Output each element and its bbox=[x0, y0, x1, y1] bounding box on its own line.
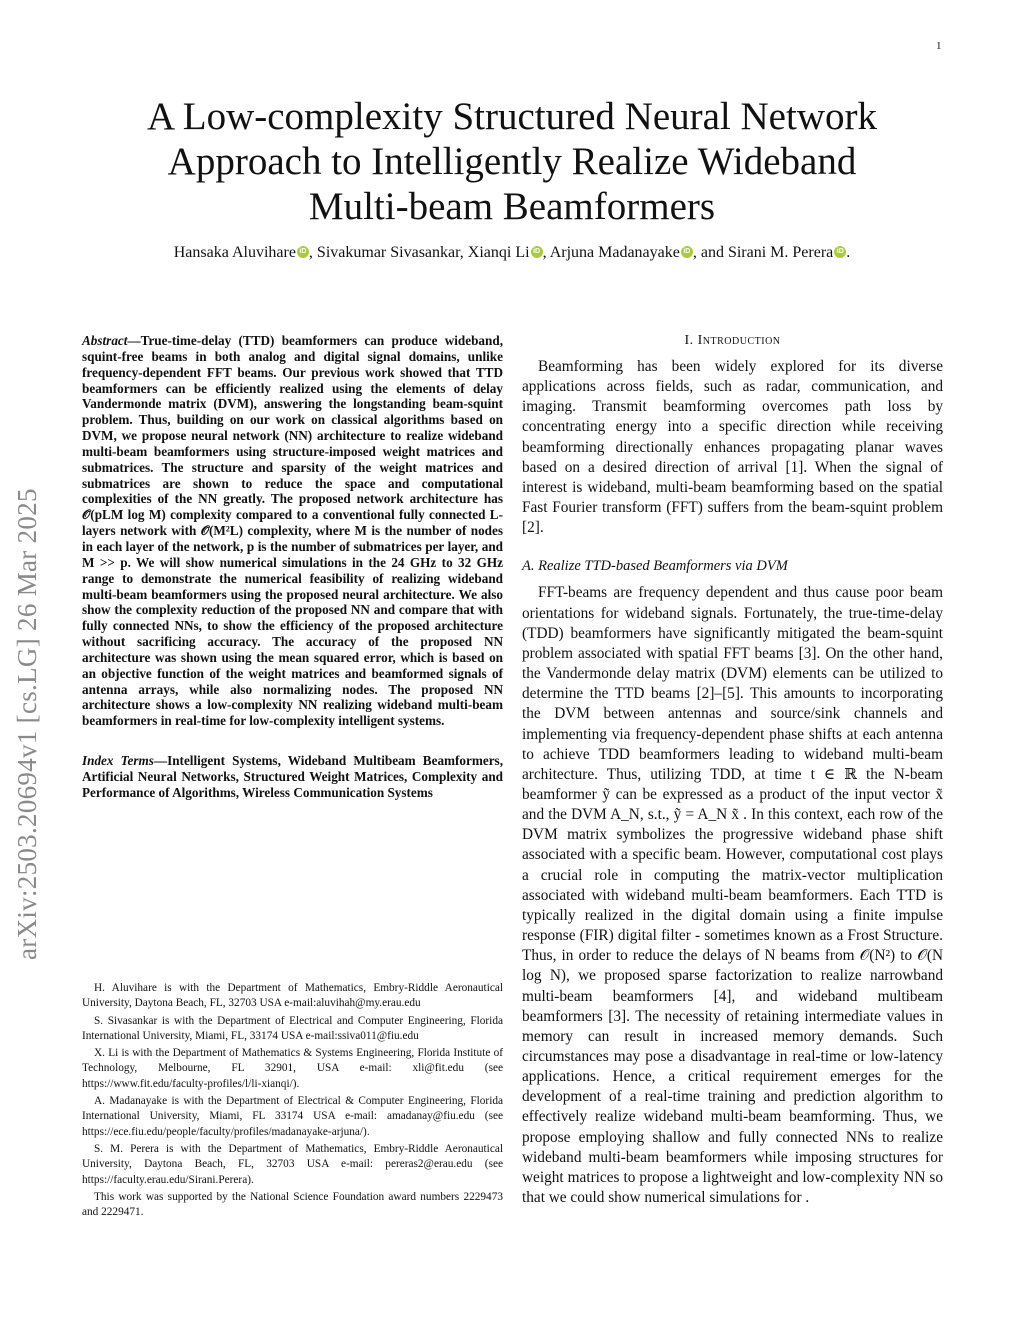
arxiv-identifier: arXiv:2503.20694v1 [cs.LG] 26 Mar 2025 bbox=[12, 488, 42, 960]
index-terms-label: Index Terms bbox=[82, 753, 154, 769]
abstract-text: True-time-delay (TTD) beamformers can produce wideband, squint-free beams in both analog and digital signal domains, unlike frequency-dependent FFT beams. Our previous work showed that TTD beamformers can be efficiently realized using the elements of delay Vandermonde matrix (DVM), answering the longstanding beam-squint problem. Thus, building on our work on classical algorithms based on DVM, we propose neural network (NN) architecture to realize wideband multi-beam beamformers using structure-imposed weight matrices and submatrices. The structure and sparsity of the weight matrices and submatrices are shown to reduce the space and computational complexities of the NN greatly. The proposed network architecture has 𝒪(pLM log M) complexity compared to a conventional fully connected L-layers network with 𝒪(M²L) complexity, where M is the number of nodes in each layer of the network, p is the number of submatrices per layer, and M >> p. We will show numerical simulations in the 24 GHz to 32 GHz range to demonstrate the numerical feasibility of realizing wideband multi-beam beamformers using the proposed neural architecture. We also show the complexity reduction of the proposed NN and compare that with fully connected NNs, to show the efficiency of the proposed architecture without sacrificing accuracy. The accuracy of the proposed NN architecture was shown using the mean squared error, which is based on an objective function of the weight matrices and beamformed signals of antenna arrays, while also normalizing nodes. The proposed NN architecture shows a low-complexity NN realizing wideband multi-beam beamformers in real-time for low-complexity intelligent systems. bbox=[82, 333, 503, 729]
subsection-heading: A. Realize TTD-based Beamformers via DVM bbox=[522, 558, 788, 575]
left-column bbox=[82, 333, 503, 801]
abstract-dash: — bbox=[127, 333, 141, 348]
paper-title bbox=[80, 94, 944, 229]
author-list-end: . bbox=[846, 244, 851, 261]
index-terms-text: Intelligent Systems, Wideband Multibeam Beamformers, Artificial Neural Networks, Structured Weight Matrices, Complexity and Performance of Algorithms, Wireless Communication Systems bbox=[82, 753, 503, 800]
footnote: S. Sivasankar is with the Department of Electrical and Computer Engineering, Florida International University, Miami, FL, 33174 USA e-mail:ssiva011@fiu.edu bbox=[82, 1014, 503, 1042]
footnote: S. M. Perera is with the Department of Mathematics, Embry-Riddle Aeronautical University, Daytona Beach, FL, 32703 USA e-mail: pereras2@erau.edu (see https://faculty.erau.edu/Sirani.Perera). bbox=[82, 1142, 503, 1186]
abstract bbox=[82, 333, 503, 729]
title-line: Approach to Intelligently Realize Wideband bbox=[167, 140, 857, 183]
author-name: , and Sirani M. Perera bbox=[692, 244, 834, 261]
footnote: This work was supported by the National Science Foundation award numbers 2229473 and 2229471. bbox=[82, 1190, 503, 1219]
right-column bbox=[522, 333, 943, 1208]
abstract-label: Abstract bbox=[82, 333, 128, 348]
subsection-paragraph: FFT-beams are frequency dependent and thus cause poor beam orientations for wideband signals. Fortunately, the true-time-delay (TDD) beamformers have significantly mitigated the beam-squint problem associated with spatial FFT beams [3]. On the other hand, the Vandermonde delay matrix (DVM) elements can be utilized to determine the TTD beams [2]–[5]. This amounts to incorporating the DVM between antennas and source/sink channels and implementing via frequency-dependent phase shifts at each antenna to achieve TDD beamformers leading to wideband multi-beam architecture. Thus, utilizing TDD, at time t ∈ ℝ the N-beam beamformer ỹ can be expressed as a product of the input vector x̃ and the DVM A_N, s.t., ỹ = A_N x̃ . In this context, each row of the DVM matrix symbolizes the progressive wideband phase shift associated with a specific beam. However, computational cost plays a crucial role in computing the matrix-vector multiplication associated with wideband multi-beam beamformers. Each TTD is typically realized in the digital domain using a finite impulse response (FIR) digital filter - sometimes known as a Frost Structure. Thus, in order to reduce the delays of N beams from 𝒪(N²) to 𝒪(N log N), we proposed sparse factorization to realize narrowband multi-beam beamformers [4], and wideband multibeam beamformers [3]. The necessity of retaining intermediate values in memory can result in increased memory demands. Such circumstances may pose a disadvantage in real-time or low-latency applications. Hence, a critical requirement emerges for the development of a real-time training and prediction algorithm to effectively realize wideband multi-beam beamforming. Thus, we propose employing shallow and fully connected NNs to realize wideband multi-beam beamformers while imposing structures for weight matrices to propose a lightweight and low-complexity NN so that we could show numerical simulations for . bbox=[522, 584, 943, 1207]
orcid-icon[interactable]: iD bbox=[297, 246, 309, 258]
orcid-icon[interactable]: iD bbox=[681, 246, 693, 258]
footnote: H. Aluvihare is with the Department of Mathematics, Embry-Riddle Aeronautical University, Daytona Beach, FL, 32703 USA e-mail:aluvihah@my.erau.edu bbox=[82, 982, 503, 1010]
author-name: Hansaka Aluvihare bbox=[173, 244, 296, 261]
author-list bbox=[60, 244, 964, 262]
page-number: 1 bbox=[936, 40, 942, 52]
footnote: X. Li is with the Department of Mathematics & Systems Engineering, Florida Institute of Technology, Melbourne, FL 32901, USA e-mail: xli@fit.edu (see https://www.fit.edu/faculty-profiles/l/li-xianqi/). bbox=[82, 1047, 503, 1090]
intro-paragraph: Beamforming has been widely explored for its diverse applications across fields, such as radar, communication, and imaging. Transmit beamforming overcomes path loss by concentrating energy into a specific direction while receiving beamforming directionally enhances propagating planar waves based on a desired direction of arrival [1]. When the signal of interest is wideband, multi-beam beamforming based on the spatial Fast Fourier transform (FFT) suffers from the beam-squint problem [2]. bbox=[522, 358, 943, 537]
index-terms-dash: — bbox=[153, 753, 168, 769]
orcid-icon[interactable]: iD bbox=[834, 246, 846, 258]
footnote: A. Madanayake is with the Department of Electrical & Computer Engineering, Florida International University, Miami, FL 33174 USA e-mail: amadanay@fiu.edu (see https://ece.fiu.edu/people/faculty/profiles/madanayake-arjuna/). bbox=[82, 1095, 503, 1138]
orcid-icon[interactable]: iD bbox=[531, 246, 543, 258]
author-footnotes bbox=[82, 981, 503, 1222]
section-heading: I. Introduction bbox=[684, 333, 781, 348]
title-line: Multi-beam Beamformers bbox=[308, 185, 716, 228]
index-terms bbox=[82, 753, 503, 801]
author-name: , Arjuna Madanayake bbox=[542, 244, 680, 261]
title-line: A Low-complexity Structured Neural Network bbox=[147, 95, 877, 138]
author-name: , Sivakumar Sivasankar, Xianqi Li bbox=[308, 244, 530, 261]
